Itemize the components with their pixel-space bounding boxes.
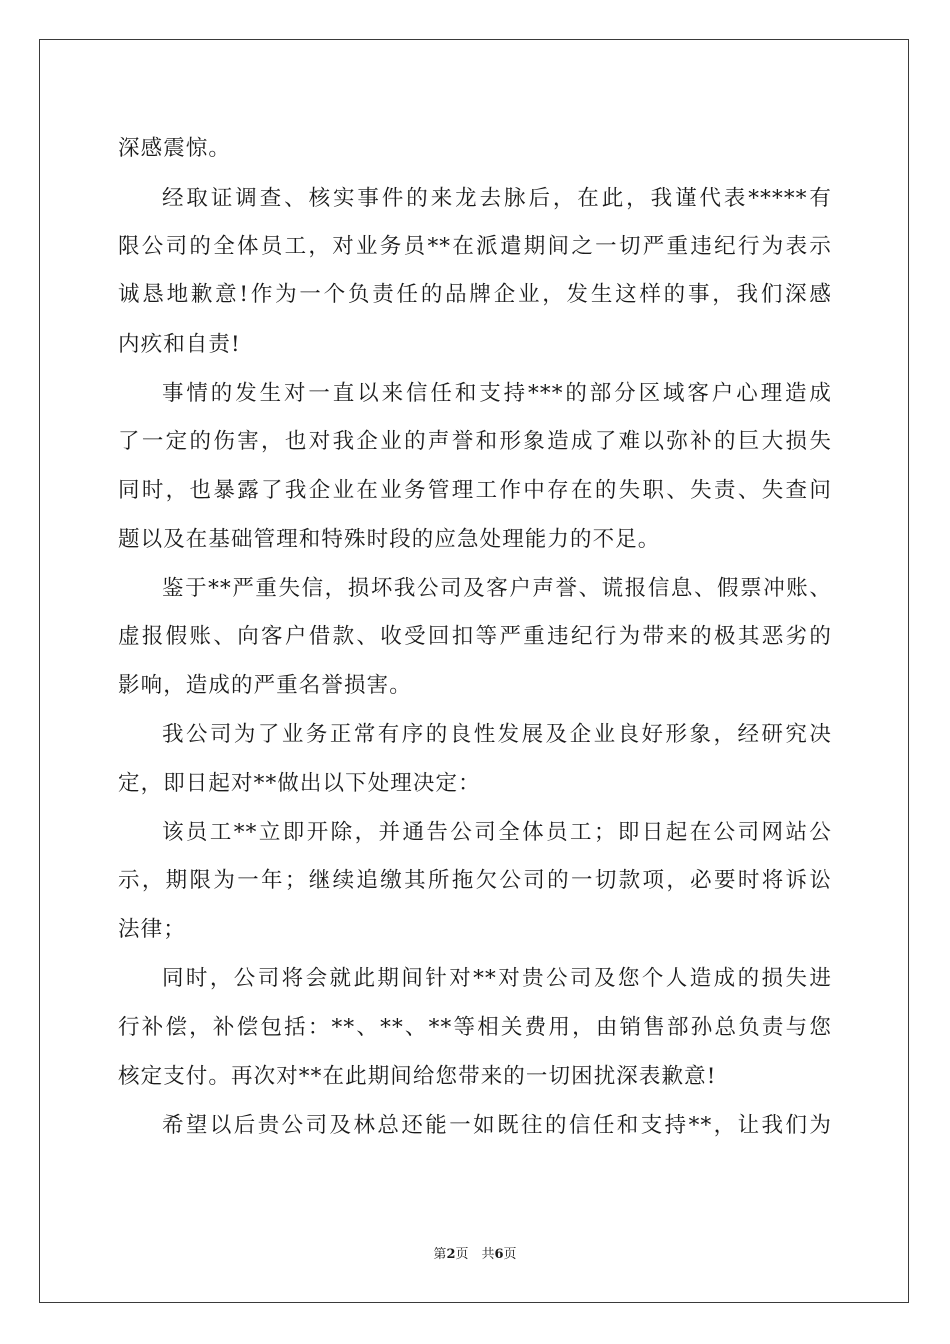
text-line-6: 事情的发生对一直以来信任和支持***的部分区域客户心理造成	[162, 381, 832, 406]
text-line-11: 虚报假账、向客户借款、收受回扣等严重违纪行为带来的极其恶劣的	[118, 624, 832, 649]
text-line-15: 该员工**立即开除，并通告公司全体员工；即日起在公司网站公	[162, 820, 832, 845]
text-line-9: 题以及在基础管理和特殊时段的应急处理能力的不足。	[118, 527, 661, 552]
text-line-3: 限公司的全体员工，对业务员**在派遣期间之一切严重违纪行为表示	[118, 234, 832, 259]
page-number-total: 6	[494, 1247, 504, 1262]
page-number-suffix: 页	[503, 1247, 517, 1262]
text-line-18: 同时，公司将会就此期间针对**对贵公司及您个人造成的损失进	[162, 966, 832, 991]
text-line-10: 鉴于**严重失信，损坏我公司及客户声誉、谎报信息、假票冲账、	[162, 576, 832, 601]
text-line-20: 核定支付。再次对**在此期间给您带来的一切困扰深表歉意!	[118, 1064, 717, 1089]
text-line-5: 内疚和自责!	[118, 332, 241, 357]
text-line-12: 影响，造成的严重名誉损害。	[118, 673, 412, 698]
text-line-7: 了一定的伤害，也对我企业的声誉和形象造成了难以弥补的巨大损失	[118, 429, 832, 454]
page-number-current: 2	[446, 1247, 456, 1262]
text-line-21: 希望以后贵公司及林总还能一如既往的信任和支持**，让我们为	[162, 1113, 832, 1138]
text-line-2: 经取证调查、核实事件的来龙去脉后，在此，我谨代表*****有	[162, 186, 832, 211]
text-line-1: 深感震惊。	[118, 136, 232, 161]
page-number-mid: 页 共	[455, 1247, 495, 1262]
page-number-prefix: 第	[433, 1247, 447, 1262]
text-line-16: 示，期限为一年；继续追缴其所拖欠公司的一切款项，必要时将诉讼	[118, 868, 832, 893]
text-line-14: 定，即日起对**做出以下处理决定：	[118, 771, 481, 796]
text-line-8: 同时，也暴露了我企业在业务管理工作中存在的失职、失责、失查问	[118, 478, 832, 503]
text-line-19: 行补偿，补偿包括：**、**、**等相关费用，由销售部孙总负责与您	[118, 1015, 832, 1040]
text-line-13: 我公司为了业务正常有序的良性发展及企业良好形象，经研究决	[162, 722, 832, 747]
page-footer	[0, 1243, 950, 1262]
text-line-4: 诚恳地歉意!作为一个负责任的品牌企业，发生这样的事，我们深感	[118, 282, 832, 307]
text-line-17: 法律；	[118, 917, 186, 942]
